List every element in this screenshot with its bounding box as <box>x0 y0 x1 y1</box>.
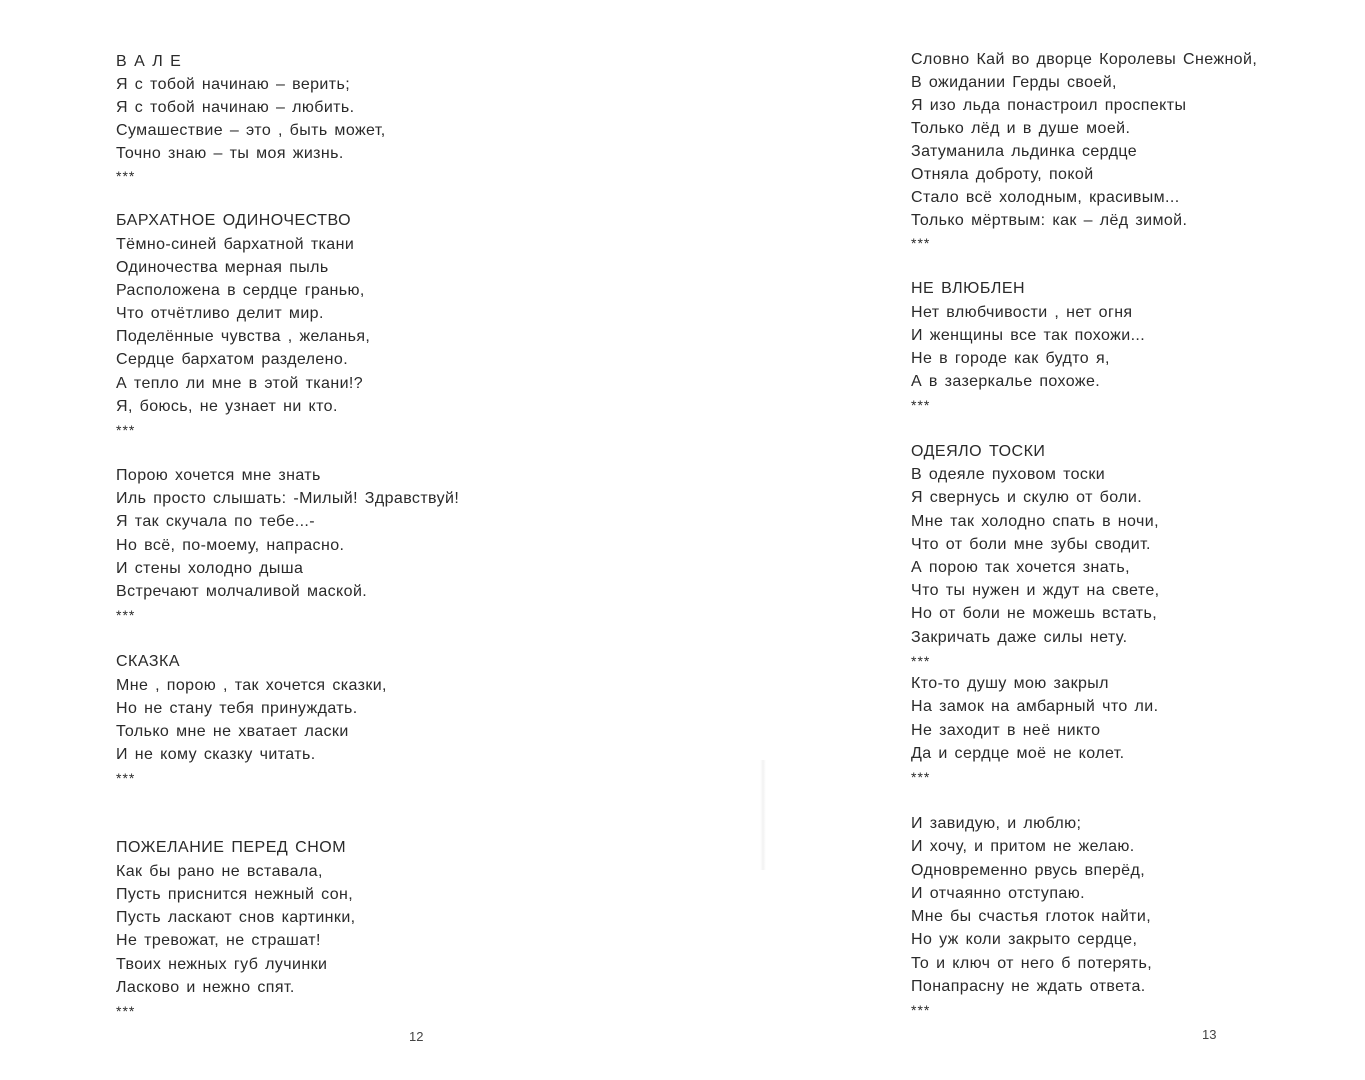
poem-line: Тёмно-синей бархатной ткани <box>116 236 355 253</box>
poem-title: ПОЖЕЛАНИЕ ПЕРЕД СНОМ <box>116 839 347 856</box>
poem-title: СКАЗКА <box>116 653 181 670</box>
poem-line: Не заходит в неё никто <box>911 722 1101 739</box>
stanza-separator: *** <box>116 422 136 438</box>
right-page <box>700 0 1365 1080</box>
poem-title: В А Л Е <box>116 53 182 70</box>
poem-line: Пусть приснится нежный сон, <box>116 886 354 903</box>
poem-line: И женщины все так похожи... <box>911 327 1146 344</box>
stanza-separator: *** <box>911 653 931 669</box>
poem-line: А порою так хочется знать, <box>911 559 1130 576</box>
stanza-separator: *** <box>116 770 136 786</box>
poem-line: Я с тобой начинаю – верить; <box>116 76 351 93</box>
poem-line: Но уж коли закрыто сердце, <box>911 931 1138 948</box>
stanza-separator: *** <box>911 769 931 785</box>
poem-line: Расположена в сердце гранью, <box>116 282 365 299</box>
poem-line: Закричать даже силы нету. <box>911 629 1128 646</box>
poem-line: Встречают молчаливой маской. <box>116 583 368 600</box>
poem-line: А в зазеркалье похоже. <box>911 373 1101 390</box>
poem-line: Словно Кай во дворце Королевы Снежной, <box>911 51 1258 68</box>
poem-line: Не тревожат, не страшат! <box>116 932 321 949</box>
poem-line: Я так скучала по тебе...- <box>116 513 316 530</box>
poem-title: ОДЕЯЛО ТОСКИ <box>911 443 1046 460</box>
stanza-separator: *** <box>911 1002 931 1018</box>
poem-line: Что от боли мне зубы сводит. <box>911 536 1151 553</box>
poem-line: А тепло ли мне в этой ткани!? <box>116 375 364 392</box>
poem-line: В ожидании Герды своей, <box>911 74 1117 91</box>
poem-line: Я свернусь и скулю от боли. <box>911 489 1143 506</box>
poem-line: Но от боли не можешь встать, <box>911 605 1158 622</box>
poem-line: Понапрасну не ждать ответа. <box>911 978 1146 995</box>
poem-line: Пусть ласкают снов картинки, <box>116 909 356 926</box>
poem-line: Одиночества мерная пыль <box>116 259 329 276</box>
poem-line: И хочу, и притом не желаю. <box>911 838 1135 855</box>
poem-line: Только мне не хватает ласки <box>116 723 349 740</box>
poem-line: Не в городе как будто я, <box>911 350 1110 367</box>
poem-line: То и ключ от него б потерять, <box>911 955 1153 972</box>
poem-line: Я с тобой начинаю – любить. <box>116 99 355 116</box>
poem-line: В одеяле пуховом тоски <box>911 466 1106 483</box>
poem-line: Мне так холодно спать в ночи, <box>911 513 1159 530</box>
stanza-separator: *** <box>911 235 931 251</box>
poem-line: Мне бы счастья глоток найти, <box>911 908 1152 925</box>
poem-line: И отчаянно отступаю. <box>911 885 1085 902</box>
poem-line: Стало всё холодным, красивым... <box>911 189 1180 206</box>
poem-line: Сумашествие – это , быть может, <box>116 122 386 139</box>
poem-line: Поделённые чувства , желанья, <box>116 328 371 345</box>
poem-line: И завидую, и люблю; <box>911 815 1082 832</box>
poem-line: Твоих нежных губ лучинки <box>116 956 328 973</box>
poem-line: Ласково и нежно спят. <box>116 979 295 996</box>
poem-line: И стены холодно дыша <box>116 560 304 577</box>
page-number-left: 12 <box>409 1029 424 1044</box>
poem-line: Точно знаю – ты моя жизнь. <box>116 145 344 162</box>
poem-line: Нет влюбчивости , нет огня <box>911 304 1133 321</box>
poem-line: Порою хочется мне знать <box>116 467 321 484</box>
poem-line: Одновременно рвусь вперёд, <box>911 862 1146 879</box>
page-number-right: 13 <box>1202 1027 1217 1042</box>
poem-line: Но не стану тебя принуждать. <box>116 700 358 717</box>
stanza-separator: *** <box>116 168 136 184</box>
poem-line: Да и сердце моё не колет. <box>911 745 1125 762</box>
poem-line: Я, боюсь, не узнает ни кто. <box>116 398 338 415</box>
poem-line: Только лёд и в душе моей. <box>911 120 1131 137</box>
poem-line: Но всё, по-моему, напрасно. <box>116 537 345 554</box>
poem-line: Иль просто слышать: -Милый! Здравствуй! <box>116 490 460 507</box>
poem-line: Сердце бархатом разделено. <box>116 351 349 368</box>
poem-line: Отняла доброту, покой <box>911 166 1094 183</box>
stanza-separator: *** <box>116 1003 136 1019</box>
poem-line: Что ты нужен и ждут на свете, <box>911 582 1160 599</box>
stanza-separator: *** <box>116 607 136 623</box>
poem-line: Как бы рано не вставала, <box>116 863 323 880</box>
poem-line: Кто-то душу мою закрыл <box>911 675 1109 692</box>
stanza-separator: *** <box>911 397 931 413</box>
poem-line: И не кому сказку читать. <box>116 746 316 763</box>
poem-line: На замок на амбарный что ли. <box>911 698 1159 715</box>
page-fold-shadow <box>760 760 766 870</box>
poem-line: Затуманила льдинка сердце <box>911 143 1138 160</box>
poem-line: Я изо льда понастроил проспекты <box>911 97 1187 114</box>
poem-line: Мне , порою , так хочется сказки, <box>116 677 387 694</box>
poem-line: Только мёртвым: как – лёд зимой. <box>911 212 1188 229</box>
poem-title: НЕ ВЛЮБЛЕН <box>911 280 1026 297</box>
poem-title: БАРХАТНОЕ ОДИНОЧЕСТВО <box>116 212 352 229</box>
poem-line: Что отчётливо делит мир. <box>116 305 324 322</box>
